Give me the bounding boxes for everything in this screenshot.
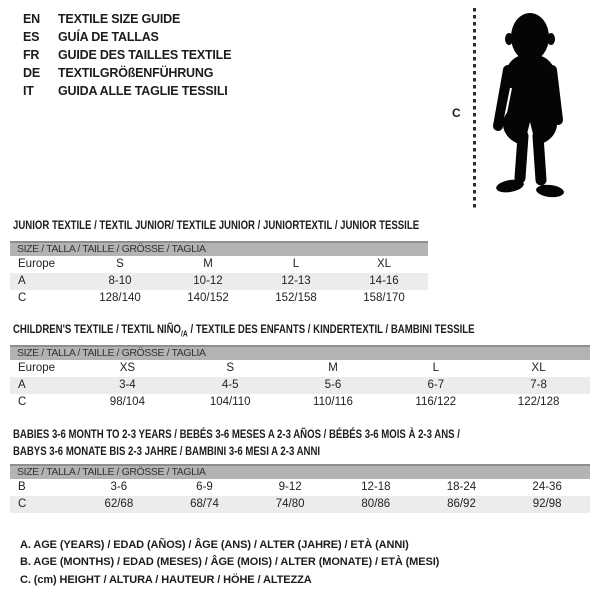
size-cell: L [432, 362, 439, 374]
size-cell: L [292, 258, 300, 270]
junior-table-title [13, 217, 521, 234]
row-label: A [10, 377, 76, 394]
language-row-de [23, 64, 231, 82]
size-cell: 6-7 [384, 377, 487, 394]
footnotes [20, 537, 439, 589]
language-label: GUIDE DES TAILLES TEXTILE [58, 48, 232, 62]
size-cell: XS [119, 362, 136, 374]
size-cell: 80/86 [333, 496, 419, 513]
size-cell: 8-10 [76, 273, 164, 290]
size-cell: 6-9 [196, 481, 213, 493]
language-code: EN [23, 12, 40, 26]
size-cell: 12-13 [252, 273, 340, 290]
size-cell: S [116, 258, 124, 270]
size-cell: 12-18 [361, 481, 391, 493]
size-header-bar: SIZE / TALLA / TAILLE / GRÖSSE / TAGLIA [10, 346, 590, 360]
language-code: DE [23, 66, 40, 80]
children-table-title [13, 321, 590, 342]
babies-table-title-line2: BABYS 3-6 MONATE BIS 2-3 JAHRE / BAMBINI 3-6 MESI A 2-3 ANNI [13, 444, 321, 458]
size-cell: 122/128 [517, 396, 560, 408]
row-label: C [18, 396, 27, 408]
language-label: TEXTILE SIZE GUIDE [58, 12, 181, 26]
height-dashed-line [473, 8, 476, 210]
size-cell: 86/92 [419, 496, 505, 513]
junior-table-title-text: JUNIOR TEXTILE / TEXTIL JUNIOR/ TEXTILE JUNIOR / JUNIORTEXTIL / JUNIOR TESSILE [13, 218, 420, 232]
table-row-europe [10, 360, 590, 377]
language-code: ES [23, 30, 40, 44]
junior-size-table [10, 241, 428, 307]
size-cell: 10-12 [164, 273, 252, 290]
size-cell: 74/80 [247, 496, 333, 513]
size-cell: 158/170 [363, 292, 405, 304]
size-cell: 3-4 [76, 377, 179, 394]
size-cell: 7-8 [487, 377, 590, 394]
size-cell: 18-24 [446, 481, 477, 493]
size-cell: 128/140 [99, 292, 141, 304]
row-label: A [10, 273, 76, 290]
language-row-fr [23, 46, 231, 64]
language-label: TEXTILGRÖßENFÜHRUNG [58, 66, 214, 80]
size-cell: 9-12 [278, 481, 302, 493]
footnote-height: C. (cm) HEIGHT / ALTURA / HAUTEUR / HÖHE / ALTEZZA [20, 573, 312, 586]
children-table-title-text: CHILDREN'S TEXTILE / TEXTIL $NIÑO_{/A}$ / TEXTILE DES ENFANTS / KINDERTEXTIL / BAMBINI TESSILE [13, 322, 475, 339]
babies-table-title-line1: BABIES 3-6 MONTH TO 2-3 YEARS / BEBÉS 3-6 MESES A 2-3 AÑOS / BÉBÉS 3-6 MOIS À 2-3 ANS / [13, 427, 460, 441]
size-cell: 62/68 [76, 496, 162, 513]
size-cell: 24-36 [532, 481, 562, 493]
language-code: FR [23, 48, 40, 62]
language-row-es [23, 28, 231, 46]
size-cell: 140/152 [187, 292, 229, 304]
size-cell: S [226, 362, 235, 374]
size-cell: 92/98 [504, 496, 590, 513]
size-header-bar: SIZE / TALLA / TAILLE / GRÖSSE / TAGLIA [10, 242, 428, 256]
size-header-bar: SIZE / TALLA / TAILLE / GRÖSSE / TAGLIA [10, 465, 590, 479]
babies-size-table [10, 464, 590, 513]
size-cell: 104/110 [209, 396, 251, 408]
children-size-table [10, 345, 590, 411]
language-code: IT [23, 84, 34, 98]
row-label: B [18, 481, 26, 493]
height-measure-label: C [452, 106, 461, 120]
table-row-age [10, 273, 428, 290]
language-label: GUIDA ALLE TAGLIE TESSILI [58, 84, 228, 98]
row-label: Europe [18, 362, 56, 374]
row-label: C [18, 292, 27, 304]
language-row-en [23, 10, 231, 28]
size-cell: 14-16 [340, 273, 428, 290]
language-label: GUÍA DE TALLAS [58, 30, 159, 44]
language-legend [23, 10, 231, 100]
size-cell: 116/122 [415, 396, 457, 408]
table-row-height [10, 290, 428, 307]
table-row-age-months [10, 479, 590, 496]
size-cell: 3-6 [110, 481, 128, 493]
table-row-height [10, 496, 590, 513]
footnote-age-years: A. AGE (YEARS) / EDAD (AÑOS) / ÂGE (ANS) / ALTER (JAHRE) / ETÀ (ANNI) [20, 539, 409, 551]
table-row-height [10, 394, 590, 411]
table-row-age [10, 377, 590, 394]
size-cell: 68/74 [162, 496, 248, 513]
size-cell: 5-6 [282, 377, 385, 394]
size-cell: 98/104 [109, 396, 145, 408]
size-cell: 152/158 [275, 292, 317, 304]
size-cell: 110/116 [313, 396, 353, 408]
baby-silhouette-icon [483, 6, 578, 216]
language-row-it [23, 82, 231, 100]
row-label: Europe [18, 258, 56, 270]
size-cell: XL [376, 258, 392, 270]
row-label: C [10, 496, 76, 513]
size-cell: M [328, 362, 338, 374]
babies-table-title [13, 426, 572, 460]
size-cell: 4-5 [179, 377, 282, 394]
table-row-europe [10, 256, 428, 273]
nino-a-subscript: /A [180, 328, 188, 339]
size-cell: XL [531, 362, 546, 374]
footnote-age-months: B. AGE (MONTHS) / EDAD (MESES) / ÂGE (MOIS) / ALTER (MONATE) / ETÀ (MESI) [20, 556, 440, 569]
size-cell: M [203, 258, 213, 270]
